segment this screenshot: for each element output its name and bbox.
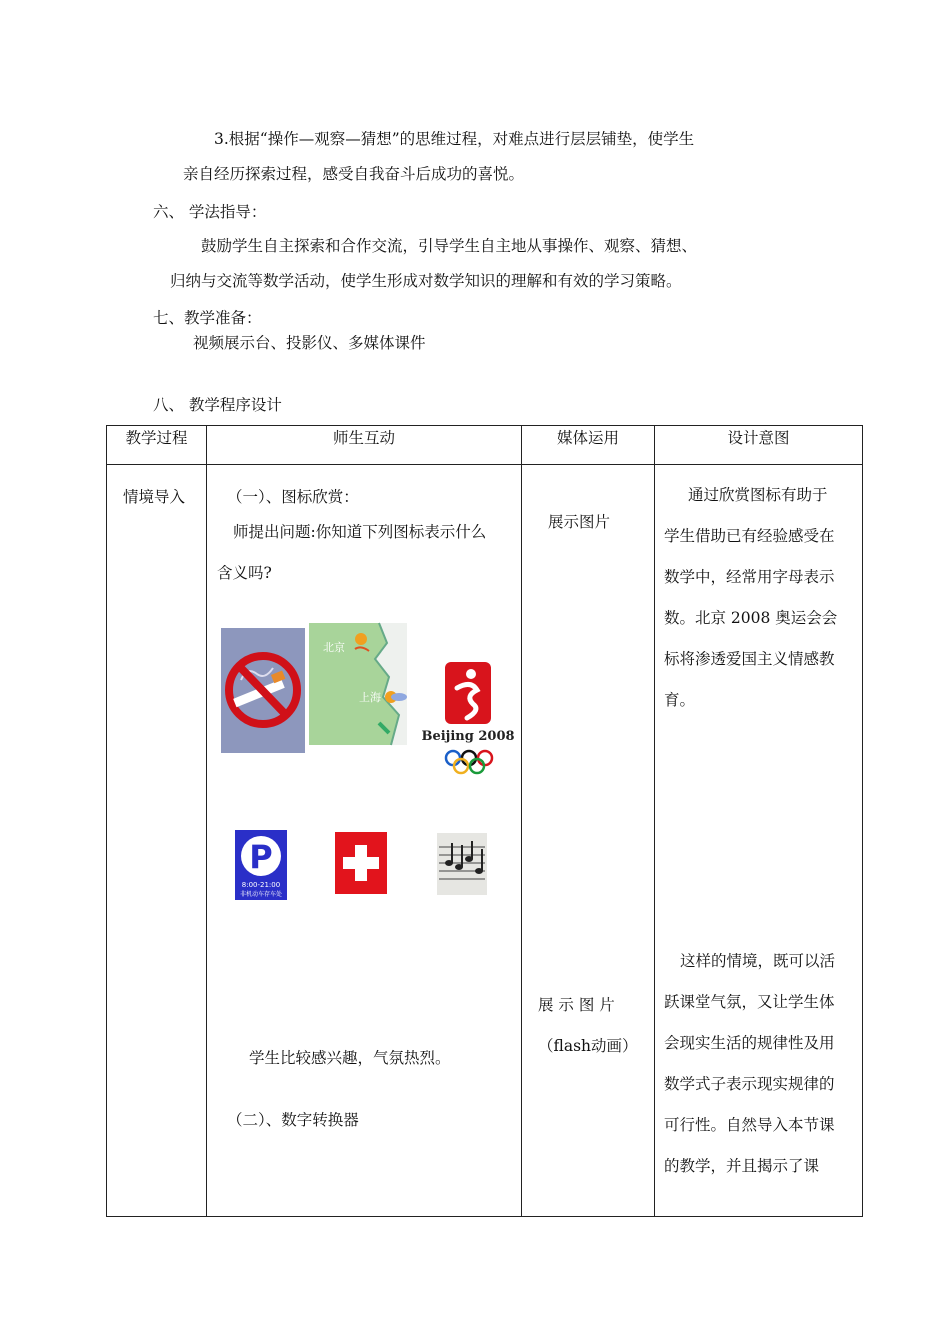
parking-note: 非机动车存车处 [239,891,283,898]
section6-line-1: 鼓励学生自主探索和合作交流，引导学生自主地从事操作、观察、猜想、 [201,237,698,255]
header-intent: 设计意图 [655,426,863,465]
header-interaction: 师生互动 [207,426,522,465]
section7-body: 视频展示台、投影仪、多媒体课件 [193,334,426,352]
stage-cell [107,465,207,1217]
olympic-text: Beijing 2008 [421,729,515,744]
interaction-cell [207,465,522,1217]
parking-sign-icon [235,830,287,904]
intro-line-2: 亲自经历探索过程，感受自我奋斗后成功的喜悦。 [183,165,525,183]
section6-heading: 六、 学法指导： [153,203,267,221]
media-flash: （flash动画） [538,1037,638,1055]
table-row [107,465,863,1217]
header-stage: 教学过程 [107,426,207,465]
map-label-beijing: 北京 [323,641,345,654]
header-media: 媒体运用 [522,426,655,465]
intent-paragraph-2: 这样的情境，既可以活 跃课堂气氛，又让学生体 会现实生活的规律性及用 数学式子表示现实规律的 可行性。自然导入本节课 的教学，并且揭示了课 [664,952,836,1175]
swiss-cross-icon [335,832,387,898]
media-show-pictures: 展示图片 [548,513,611,531]
part2-title: （二）、数字转换器 [227,1111,359,1129]
media-show-pictures-2: 展 示 图 片 [538,996,615,1014]
parking-letter: P [249,838,273,876]
parking-time: 8:00-21:00 [241,881,281,889]
question-line-1: 师提出问题:你知道下列图标表示什么 [233,523,487,541]
section8-heading: 八、 教学程序设计 [153,396,282,414]
table-header-row [107,426,863,465]
section6-line-2: 归纳与交流等数学活动，使学生形成对数学知识的理解和有效的学习策略。 [170,272,682,290]
question-line-2: 含义吗? [217,564,272,582]
media-cell [522,465,655,1217]
intro-line-1: 3.根据“操作—观察—猜想”的思维过程，对难点进行层层铺垫，使学生 [214,130,695,148]
stage-label: 情境导入 [123,488,186,506]
weather-map-icon [309,623,407,749]
student-reaction: 学生比较感兴趣，气氛热烈。 [249,1049,451,1067]
section7-heading: 七、教学准备： [153,309,262,327]
intent-cell [655,465,863,1217]
lesson-design-table [106,425,863,1217]
beijing-olympics-emblem-icon [421,662,515,784]
intent-paragraph-1: 通过欣赏图标有助于 学生借助已有经验感受在 数学中，经常用字母表示 数。北京 2008 奥运会会 标将渗透爱国主义情感教 育。 [664,486,838,709]
part1-title: （一）、图标欣赏： [227,488,359,506]
map-label-shanghai: 上海 [359,691,381,704]
music-notes-icon [437,833,487,899]
no-smoking-icon [221,628,305,757]
